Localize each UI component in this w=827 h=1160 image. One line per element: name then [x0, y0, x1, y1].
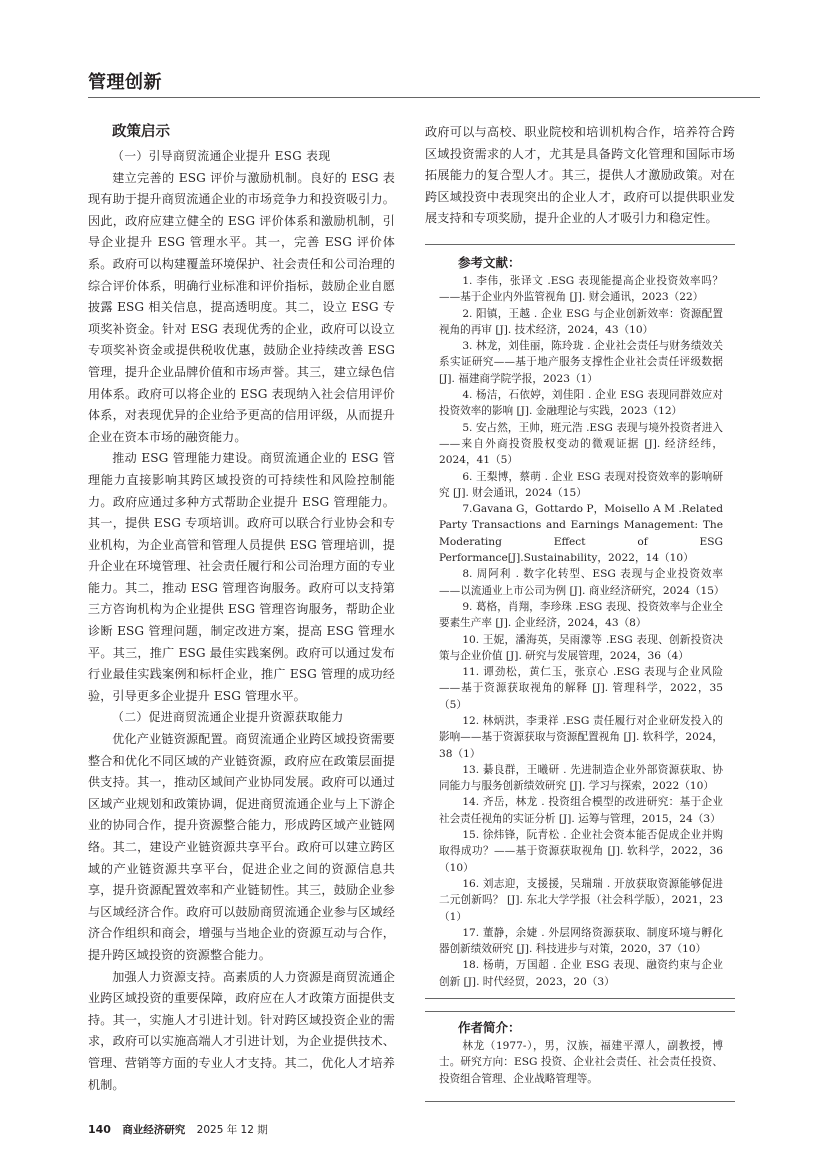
- reference-item: 12. 林炳洪，李秉祥 .ESG 责任履行对企业研发投入的影响——基于资源获取与资源配置视角 [J]. 软科学，2024，38（1）: [439, 714, 723, 760]
- reference-item: 5. 安占然，王帅，班元浩 .ESG 表现与境外投资者进入——来自外商投资股权变动的微观证据 [J]. 经济经纬，2024，41（5）: [439, 421, 723, 467]
- author-title: 作者简介：: [458, 1020, 521, 1036]
- running-header: [88, 68, 760, 98]
- right-column: [425, 122, 735, 1102]
- reference-item: 15. 徐炜锋，阮青松 . 企业社会资本能否促成企业并购取得成功？——基于资源获取视角 [J]. 软科学，2022，36（10）: [439, 829, 723, 874]
- section-title: 管理创新: [88, 72, 162, 93]
- reference-item: 10. 王妮，潘海英，吴雨濛等 .ESG 表现、创新投资决策与企业价值 [J]. 研究与发展管理，2024，36（4）: [439, 633, 723, 662]
- author-box: [425, 1011, 735, 1102]
- journal-name: 商业经济研究: [122, 1124, 186, 1137]
- paragraph: 优化产业链资源配置。商贸流通企业跨区域投资需要整合和优化不同区域的产业链资源，政府应在政策层面提供支持。其一，推动区域间产业协同发展。政府可以通过区域产业规划和政策协调，促进商贸流通企业与上下游企业的协同合作，提升资源整合能力，形成跨区域产业链网络。其二，建设产业链资源共享平台。政府可以建立跨区域的产业链资源共享平台，促进企业之间的资源信息共享，提升资源配置效率和产业链韧性。其三，鼓励企业参与区域经济合作。政府可以鼓励商贸流通企业参与区域经济合作组织和商会，增强与当地企业的资源互动与合作，提升跨区域投资的资源整合能力。: [88, 732, 395, 962]
- reference-item: 9. 葛格，肖翔，李珍珠 .ESG 表现、投资效率与企业全要素生产率 [J]. 企业经济，2024，43（8）: [439, 600, 723, 630]
- reference-item: 6. 王梨博，蔡萌 . 企业 ESG 表现对投资效率的影响研究 [J]. 财会通讯，2024（15）: [439, 470, 723, 499]
- article-section-title: 政策启示: [112, 124, 170, 140]
- references-list: [425, 273, 735, 990]
- reference-item: 11. 谭劲松，黄仁玉，张京心 .ESG 表现与企业风险——基于资源获取视角的解释 [J]. 管理科学，2022，35（5）: [439, 666, 723, 711]
- reference-item: 14. 齐岳，林龙 . 投资组合模型的改进研究：基于企业社会责任视角的实证分析 [J]. 运筹与管理，2015，24（3）: [439, 796, 723, 825]
- page-number: 140: [88, 1123, 111, 1137]
- reference-item: 17. 董静，余婕 . 外层网络资源获取、制度环境与孵化器创新绩效研究 [J]. 科技进步与对策，2020，37（10）: [439, 926, 723, 956]
- left-column: [88, 122, 395, 1138]
- issue: 2025 年 12 期: [196, 1124, 268, 1137]
- reference-item: 8. 周阿利 . 数字化转型、ESG 表现与企业投资效率——以流通业上市公司为例 [J]. 商业经济研究，2024（15）: [439, 568, 725, 597]
- paragraph: 推动 ESG 管理能力建设。商贸流通企业的 ESG 管理能力直接影响其跨区域投资的可持续性和风险控制能力。政府应通过多种方式帮助企业提升 ESG 管理能力。其一，提供 ESG 专项培训。政府可以联合行业协会和专业机构，为企业高管和管理人员提供 ESG 管理培训，提升企业在环境管理、社会责任履行和公司治理方面的专业能力。其二，推动 ESG 管理咨询服务。政府可以支持第三方咨询机构为企业提供 ESG 管理咨询服务，帮助企业诊断 ESG 管理问题，制定改进方案，提高 ESG 管理水平。其三，推广 ESG 最佳实践案例。政府可以通过发布行业最佳实践案例和标杆企业，推广 ESG 管理的成功经验，引导更多企业提升 ESG 管理水平。: [88, 451, 395, 703]
- reference-item: 3. 林龙，刘佳丽，陈玲珑 . 企业社会责任与财务绩效关系实证研究——基于地产服务支撑性企业社会责任评级数据 [J]. 福建商学院学报，2023（1）: [439, 340, 723, 385]
- paragraph-continued: 政府可以与高校、职业院校和培训机构合作，培养符合跨区域投资需求的人才，尤其是具备跨文化管理和国际市场拓展能力的复合型人才。其三，提供人才激励政策。对在跨区域投资中表现突出的企业人才，政府可以提供职业发展支持和专项奖励，提升企业的人才吸引力和稳定性。: [425, 125, 735, 226]
- reference-item: 2. 阳镇，王越 . 企业 ESG 与企业创新效率：资源配置视角的再审 [J]. 技术经济，2024，43（10）: [439, 307, 723, 336]
- paragraph: 建立完善的 ESG 评价与激励机制。良好的 ESG 表现有助于提升商贸流通企业的市场竞争力和投资吸引力。因此，政府应建立健全的 ESG 评价体系和激励机制，引导企业提升 ESG 管理水平。其一，完善 ESG 评价体系。政府可以构建覆盖环境保护、社会责任和公司治理的综合评价体系，明确行业标准和评价指标，鼓励企业自愿披露 ESG 相关信息，提高透明度。其二，设立 ESG 专项奖补资金。针对 ESG 表现优秀的企业，政府可以设立专项奖补资金或提供税收优惠，鼓励企业持续改善 ESG 管理，提升企业品牌价值和市场声誉。其三，建立绿色信用体系。政府可以将企业的 ESG 表现纳入社会信用评价体系，对表现优异的企业给予更高的信用评级，从而提升企业在资本市场的融资能力。: [88, 170, 395, 444]
- author-bio: 林龙（1977-），男，汉族，福建平潭人，副教授，博士。研究方向：ESG 投资、企业社会责任、社会责任投资、投资组合管理、企业战略管理等。: [439, 1040, 723, 1085]
- page-footer: [88, 1122, 395, 1138]
- references-box: [425, 244, 735, 999]
- reference-item: 13. 綦良群，王曦研 . 先进制造企业外部资源获取、协同能力与服务创新绩效研究 [J]. 学习与探索，2022（10）: [439, 763, 723, 793]
- paragraph: 加强人力资源支持。高素质的人力资源是商贸流通企业跨区域投资的重要保障，政府应在人才政策方面提供支持。其一，实施人才引进计划。针对跨区域投资企业的需求，政府可以实施高端人才引进计划，为企业提供技术、管理、营销等方面的专业人才支持。其二，优化人才培养机制。: [88, 969, 395, 1092]
- reference-item: 18. 杨萌，万国超 . 企业 ESG 表现、融资约束与企业创新 [J]. 时代经贸，2023，20（3）: [439, 959, 723, 988]
- references-title: 参考文献：: [458, 254, 521, 270]
- subsection-title: （一）引导商贸流通企业提升 ESG 表现: [112, 149, 331, 163]
- reference-item: 1. 李伟，张译文 .ESG 表现能提高企业投资效率吗？——基于企业内外监管视角 [J]. 财会通讯，2023（22）: [439, 274, 723, 304]
- reference-item: 16. 刘志迎，支援援，吴瑞瑞 . 开放获取资源能够促进二元创新吗？ [J]. 东北大学学报（社会科学版），2021，23（1）: [439, 877, 723, 923]
- reference-item: 7.Gavana G，Gottardo P，Moisello A M .Related Party Transactions and Earnings Management: The Moderating Effect of ESG Performance[J].Sustainability，2022，14（10）: [439, 503, 723, 565]
- reference-item: 4. 杨洁，石依婷，刘佳阳 . 企业 ESG 表现同群效应对投资效率的影响 [J]. 金融理论与实践，2023（12）: [439, 389, 723, 418]
- subsection-title: （二）促进商贸流通企业提升资源获取能力: [112, 710, 344, 725]
